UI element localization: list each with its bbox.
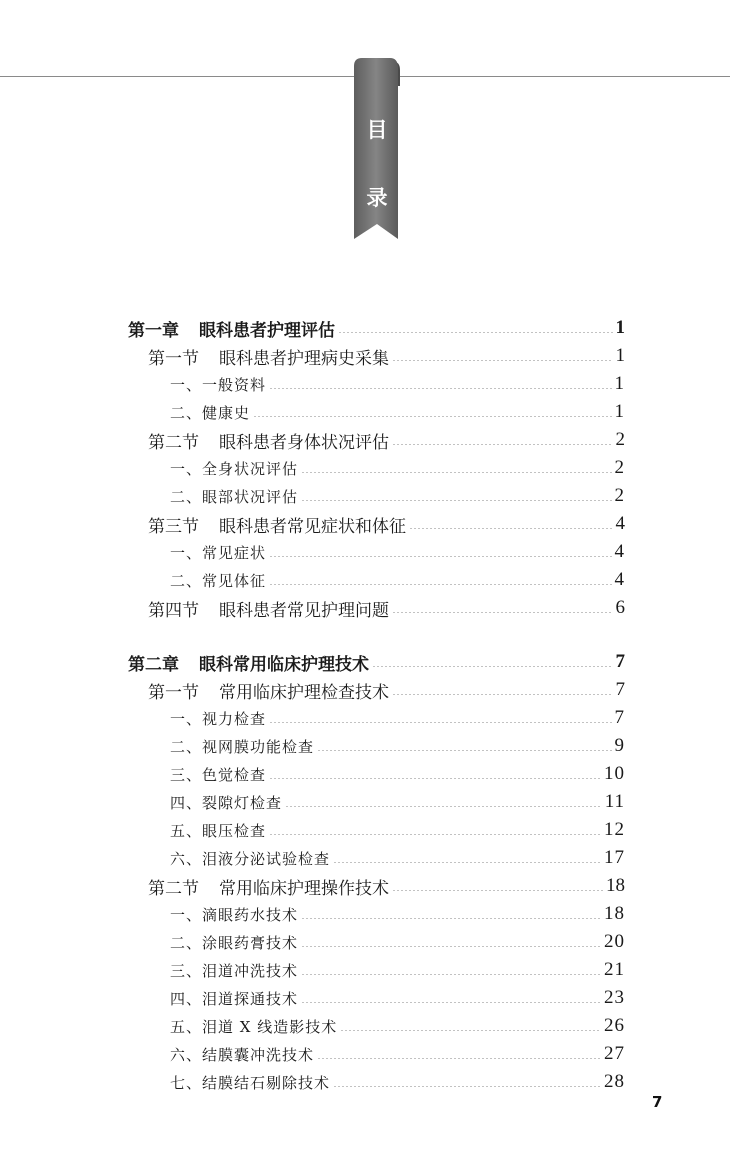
toc-entry-page: 17 xyxy=(604,847,625,868)
toc-entry-title: 六、结膜囊冲洗技术 xyxy=(170,1045,315,1064)
toc-entry-title: 一、视力检查 xyxy=(170,709,267,728)
toc-entry-number: 第三节 xyxy=(148,516,199,537)
toc-section[interactable] xyxy=(128,676,625,704)
toc-entry-page: 6 xyxy=(615,597,625,618)
dot-leader xyxy=(301,918,601,919)
toc-entry-title: 五、泪道 X 线造影技术 xyxy=(170,1017,338,1036)
dot-leader xyxy=(301,946,601,947)
toc-item[interactable] xyxy=(128,732,625,760)
toc-item[interactable] xyxy=(128,704,625,732)
toc-entry-number: 第二章 xyxy=(128,654,179,675)
toc-chapter-group xyxy=(128,314,625,622)
toc-entry-title: 二、眼部状况评估 xyxy=(170,487,299,506)
toc-item[interactable] xyxy=(128,1040,625,1068)
toc-entry-number: 第四节 xyxy=(148,600,199,621)
toc-chapter[interactable] xyxy=(128,314,625,342)
toc-entry-number: 第二节 xyxy=(148,432,199,453)
dot-leader xyxy=(372,666,613,667)
dot-leader xyxy=(392,360,613,361)
toc-entry-title: 二、常见体征 xyxy=(170,571,267,590)
toc-section[interactable] xyxy=(128,342,625,370)
toc-entry-title: 一、滴眼药水技术 xyxy=(170,905,299,924)
toc-entry-title: 六、泪液分泌试验检查 xyxy=(170,849,331,868)
toc-item[interactable] xyxy=(128,844,625,872)
dot-leader xyxy=(317,750,611,751)
dot-leader xyxy=(269,722,611,723)
toc-entry-page: 21 xyxy=(604,959,625,980)
toc-entry-title: 二、健康史 xyxy=(170,403,251,422)
toc-item[interactable] xyxy=(128,370,625,398)
dot-leader xyxy=(392,444,613,445)
toc-entry-title: 眼科患者常见症状和体征 xyxy=(219,516,406,537)
toc-entry-page: 26 xyxy=(604,1015,625,1036)
toc-entry-title: 三、泪道冲洗技术 xyxy=(170,961,299,980)
toc-entry-title: 二、涂眼药膏技术 xyxy=(170,933,299,952)
toc-item[interactable] xyxy=(128,482,625,510)
toc-item[interactable] xyxy=(128,454,625,482)
toc-entry-number: 第一章 xyxy=(128,320,179,341)
toc-item[interactable] xyxy=(128,788,625,816)
dot-leader xyxy=(338,332,613,333)
ribbon-char-2: 录 xyxy=(366,186,388,210)
toc-entry-page: 20 xyxy=(604,931,625,952)
toc-entry-page: 10 xyxy=(604,763,625,784)
toc-section[interactable] xyxy=(128,510,625,538)
toc-entry-page: 2 xyxy=(614,485,625,506)
toc-item[interactable] xyxy=(128,398,625,426)
dot-leader xyxy=(285,806,602,807)
toc-section[interactable] xyxy=(128,594,625,622)
toc-entry-page: 4 xyxy=(614,541,625,562)
toc-entry-page: 7 xyxy=(614,707,625,728)
toc-entry-page: 4 xyxy=(614,569,625,590)
dot-leader xyxy=(392,612,613,613)
toc-entry-page: 1 xyxy=(614,401,625,422)
toc-entry-page: 27 xyxy=(604,1043,625,1064)
toc-entry-number: 第二节 xyxy=(148,878,199,899)
dot-leader xyxy=(333,862,601,863)
toc-entry-page: 2 xyxy=(614,457,625,478)
toc-entry-page: 12 xyxy=(604,819,625,840)
ribbon-char-1: 目 xyxy=(366,118,388,142)
toc-entry-title: 四、泪道探通技术 xyxy=(170,989,299,1008)
toc-item[interactable] xyxy=(128,538,625,566)
toc-item[interactable] xyxy=(128,956,625,984)
toc-entry-number: 第一节 xyxy=(148,682,199,703)
toc-entry-page: 23 xyxy=(604,987,625,1008)
toc-section[interactable] xyxy=(128,872,625,900)
toc-entry-title: 眼科患者常见护理问题 xyxy=(219,600,389,621)
dot-leader xyxy=(392,890,603,891)
dot-leader xyxy=(301,1002,601,1003)
toc-entry-page: 18 xyxy=(606,875,625,896)
dot-leader xyxy=(301,974,601,975)
dot-leader xyxy=(253,416,611,417)
toc-entry-page: 7 xyxy=(615,651,625,672)
toc-entry-title: 常用临床护理操作技术 xyxy=(219,878,389,899)
toc-entry-page: 1 xyxy=(615,345,625,366)
toc-item[interactable] xyxy=(128,1068,625,1096)
toc-entry-title: 三、色觉检查 xyxy=(170,765,267,784)
toc-entry-title: 一、一般资料 xyxy=(170,375,267,394)
toc-entry-title: 眼科患者护理病史采集 xyxy=(219,348,389,369)
toc-entry-title: 常用临床护理检查技术 xyxy=(219,682,389,703)
toc-chapter[interactable] xyxy=(128,648,625,676)
toc-item[interactable] xyxy=(128,1012,625,1040)
toc-entry-title: 眼科患者身体状况评估 xyxy=(219,432,389,453)
toc-entry-page: 18 xyxy=(604,903,625,924)
toc-entry-page: 9 xyxy=(614,735,625,756)
contents-ribbon xyxy=(354,56,400,239)
toc-entry-title: 七、结膜结石剔除技术 xyxy=(170,1073,331,1092)
toc-entry-number: 第一节 xyxy=(148,348,199,369)
toc-item[interactable] xyxy=(128,928,625,956)
dot-leader xyxy=(269,834,601,835)
toc-entry-title: 四、裂隙灯检查 xyxy=(170,793,283,812)
dot-leader xyxy=(269,388,611,389)
page-number: 7 xyxy=(652,1093,663,1111)
toc-chapter-group xyxy=(128,648,625,1096)
dot-leader xyxy=(269,778,601,779)
toc-entry-title: 一、常见症状 xyxy=(170,543,267,562)
dot-leader xyxy=(269,584,611,585)
dot-leader xyxy=(301,472,611,473)
toc-entry-page: 11 xyxy=(604,791,625,812)
toc-entry-title: 一、全身状况评估 xyxy=(170,459,299,478)
toc-entry-page: 2 xyxy=(615,429,625,450)
dot-leader xyxy=(333,1086,601,1087)
table-of-contents xyxy=(128,314,625,1096)
dot-leader xyxy=(340,1030,601,1031)
toc-entry-page: 1 xyxy=(614,373,625,394)
toc-entry-title: 眼科常用临床护理技术 xyxy=(199,654,369,675)
toc-item[interactable] xyxy=(128,900,625,928)
toc-entry-page: 4 xyxy=(615,513,625,534)
dot-leader xyxy=(301,500,611,501)
dot-leader xyxy=(317,1058,601,1059)
toc-entry-title: 眼科患者护理评估 xyxy=(199,320,335,341)
dot-leader xyxy=(392,694,613,695)
toc-section[interactable] xyxy=(128,426,625,454)
toc-entry-page: 7 xyxy=(615,679,625,700)
dot-leader xyxy=(409,528,613,529)
toc-entry-title: 二、视网膜功能检查 xyxy=(170,737,315,756)
toc-item[interactable] xyxy=(128,760,625,788)
toc-entry-page: 1 xyxy=(615,317,625,338)
toc-item[interactable] xyxy=(128,566,625,594)
toc-item[interactable] xyxy=(128,816,625,844)
toc-entry-page: 28 xyxy=(604,1071,625,1092)
toc-item[interactable] xyxy=(128,984,625,1012)
dot-leader xyxy=(269,556,611,557)
toc-entry-title: 五、眼压检查 xyxy=(170,821,267,840)
